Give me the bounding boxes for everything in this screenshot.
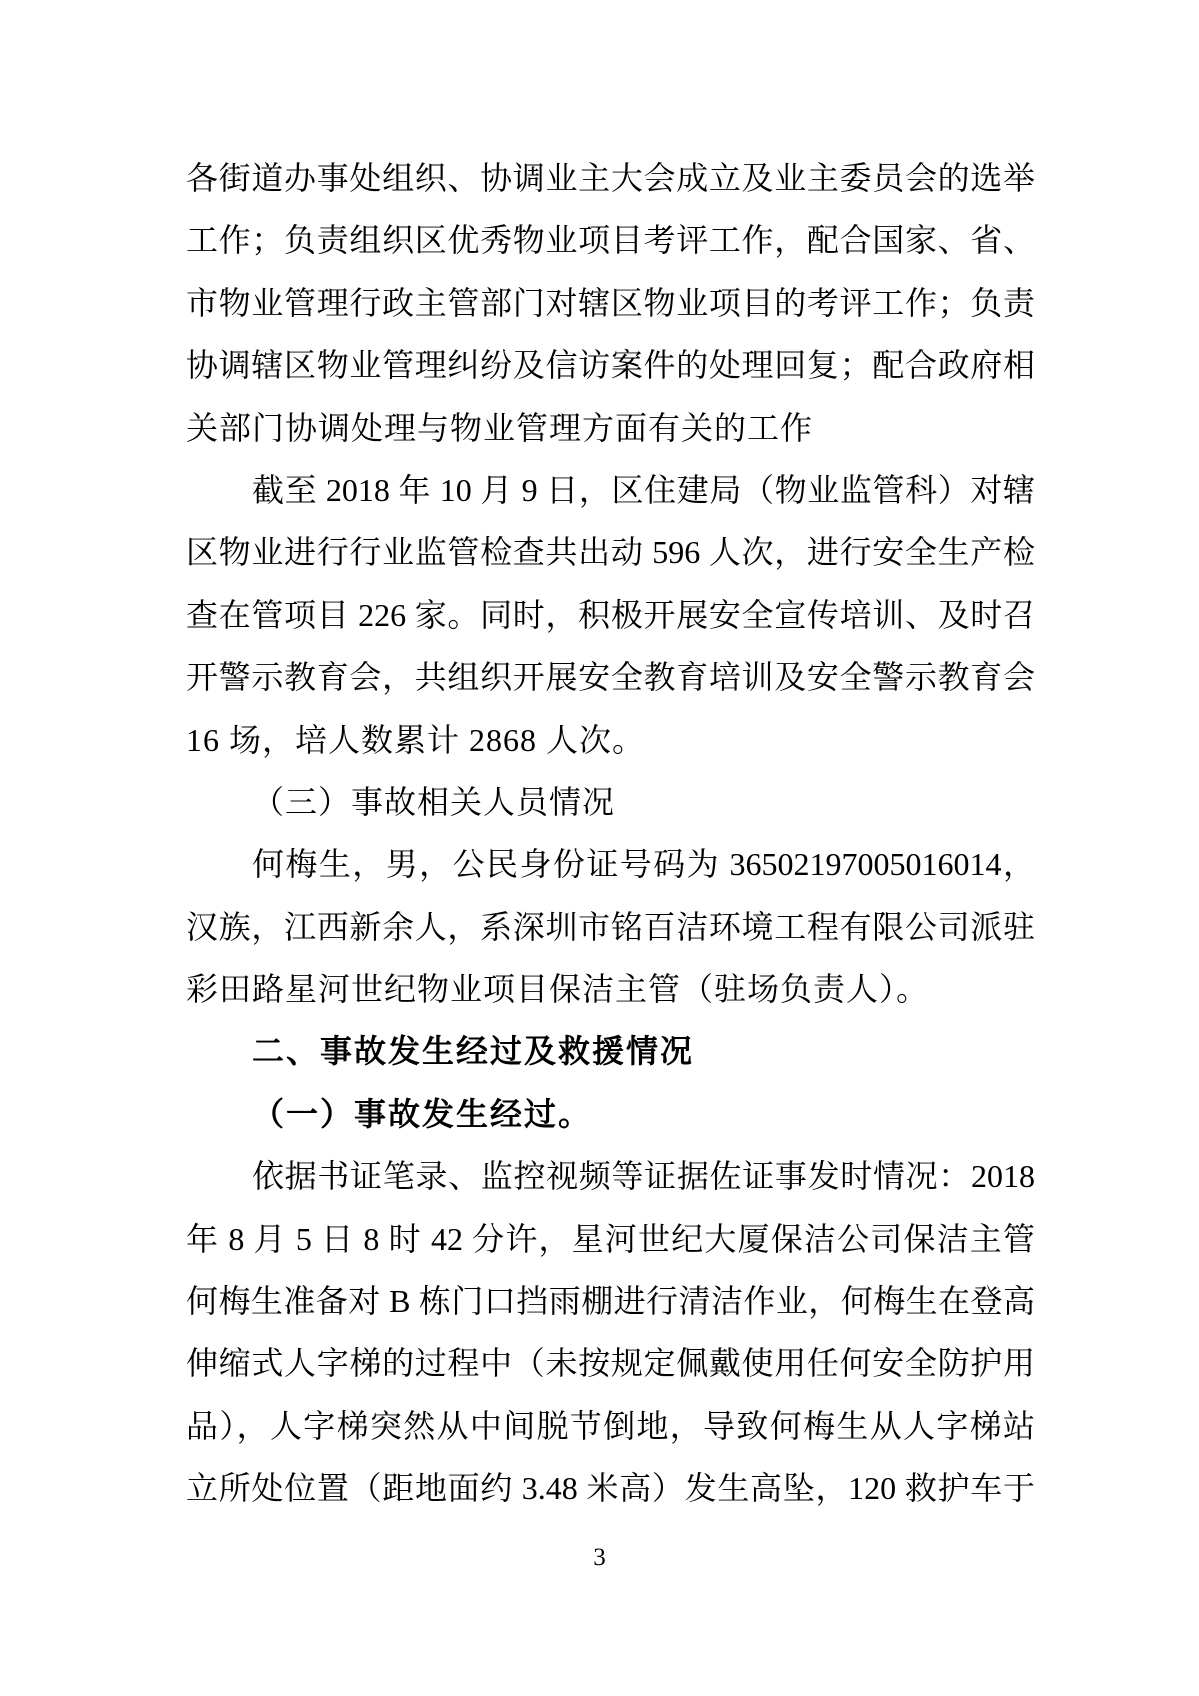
text-line: 何梅生准备对 B 栋门口挡雨棚进行清洁作业，何梅生在登高 [186,1283,1035,1320]
text-line: 截至 2018 年 10 月 9 日，区住建局（物业监管科）对辖 [252,471,1035,508]
text-line: 何梅生，男，公民身份证号码为 36502197005016014， [252,846,1035,883]
text-line: 协调辖区物业管理纠纷及信访案件的处理回复；配合政府相 [186,347,1035,384]
text-line: 市物业管理行政主管部门对辖区物业项目的考评工作；负责 [186,284,1035,321]
text-line: 开警示教育会，共组织开展安全教育培训及安全警示教育会 [186,659,1035,696]
text-line: （三）事故相关人员情况 [252,783,616,820]
text-line: 工作；负责组织区优秀物业项目考评工作，配合国家、省、 [186,222,1035,259]
heading-line: （一）事故发生经过。 [252,1095,593,1132]
text-line: 伸缩式人字梯的过程中（未按规定佩戴使用任何安全防护用 [186,1345,1035,1382]
text-line: 依据书证笔录、监控视频等证据佐证事发时情况：2018 [252,1158,1035,1195]
text-line: 年 8 月 5 日 8 时 42 分许，星河世纪大厦保洁公司保洁主管 [186,1220,1035,1257]
page-number: 3 [593,1544,606,1571]
text-line: 品），人字梯突然从中间脱节倒地，导致何梅生从人字梯站 [186,1407,1035,1444]
text-line: 彩田路星河世纪物业项目保洁主管（驻场负责人）。 [186,971,930,1008]
heading-line: 二、事故发生经过及救援情况 [252,1033,695,1070]
text-line: 关部门协调处理与物业管理方面有关的工作 [186,409,814,446]
text-line: 立所处位置（距地面约 3.48 米高）发生高坠，120 救护车于 [186,1470,1035,1507]
text-line: 查在管项目 226 家。同时，积极开展安全宣传培训、及时召 [186,596,1035,633]
text-line: 汉族，江西新余人，系深圳市铭百洁环境工程有限公司派驻 [186,908,1035,945]
text-line: 各街道办事处组织、协调业主大会成立及业主委员会的选举 [186,160,1035,196]
text-line: 区物业进行行业监管检查共出动 596 人次，进行安全生产检 [186,534,1035,571]
text-line: 16 场，培人数累计 2868 人次。 [186,721,646,758]
document-body [186,147,1035,1520]
